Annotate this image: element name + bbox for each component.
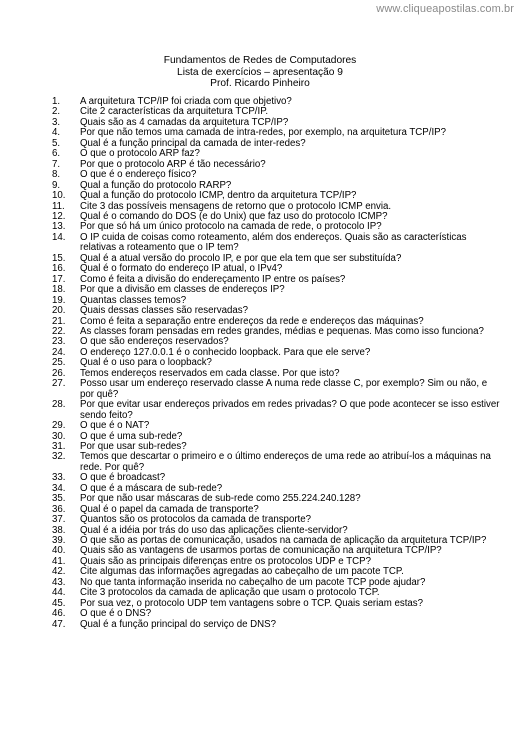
question-text: A arquitetura TCP/IP foi criada com que objetivo? [80,96,292,107]
question-number: 14. [52,231,66,243]
question-number: 44. [52,587,66,599]
question-text: O que é uma sub-rede? [80,430,183,442]
question-number: 46. [52,608,66,620]
question-number: 38. [52,524,66,536]
question-text: Quantos são os protocolos da camada de transporte? [80,514,312,526]
question-text: O que é o NAT? [80,420,150,432]
question-number: 6. [52,148,61,160]
question-number: 24. [52,346,66,358]
question-text: Por que não temos uma camada de intra-redes, por exemplo, na arquitetura TCP/IP? [80,127,446,139]
question-text: Quais dessas classes são reservadas? [80,305,248,317]
question-number: 12. [52,210,66,222]
question-number: 10. [52,190,66,202]
question-text: O que são endereços reservados? [80,336,229,348]
question-number: 32. [52,451,66,463]
question-item [52,190,502,202]
question-number: 21. [52,315,66,327]
question-number: 23. [52,336,66,348]
question-number: 36. [52,503,66,515]
question-item [52,514,502,526]
question-text: Quais são as 4 camadas da arquitetura TCP/IP? [80,116,289,128]
question-number: 41. [52,555,66,567]
question-number: 17. [52,273,66,285]
question-text: O que são as portas de comunicação, usados na camada de aplicação da arquitetura TCP/IP? [80,535,487,547]
question-text: Posso usar um endereço reservado classe A numa rede classe C, por exemplo? Sim ou não, e por quê? [80,378,488,400]
question-number: 3. [52,116,61,128]
question-text: Temos endereços reservados em cada classe. Por que isto? [80,367,340,379]
question-text: O que é a máscara de sub-rede? [80,482,223,494]
question-number: 28. [52,399,66,411]
question-number: 33. [52,472,66,484]
question-item [52,420,502,432]
question-number: 31. [52,440,66,452]
question-number: 4. [52,127,61,139]
question-number: 25. [52,357,66,369]
question-number: 5. [52,137,61,149]
question-text: Quais são as vantagens de usarmos portas de comunicação na arquitetura TCP/IP? [80,545,442,557]
question-number: 9. [52,179,61,191]
question-number: 19. [52,294,66,306]
question-text: Cite 3 das possíveis mensagens de retorno que o protocolo ICMP envia. [80,200,392,212]
question-number: 16. [52,263,66,275]
document-title: Fundamentos de Redes de Computadores [163,55,357,66]
question-text: Quais são as principais diferenças entre os protocolos UDP e TCP? [80,555,371,567]
question-item [52,378,502,400]
question-number: 11. [52,200,65,212]
question-text: Por que evitar usar endereços privados em redes privadas? O que pode acontecer se isso estiver sendo feito? [80,399,500,421]
question-item [52,399,502,421]
question-text: Por que só há um único protocolo na camada de rede, o protocolo IP? [80,221,382,233]
question-text: Por que não usar máscaras de sub-rede como 255.224.240.128? [80,493,361,505]
question-text: Qual a função do protocolo ICMP, dentro da arquitetura TCP/IP? [80,190,357,202]
question-text: Qual é a idéia por trás do uso das aplicações cliente-servidor? [80,524,348,536]
question-text: No que tanta informação inserida no cabeçalho de um pacote TCP pode ajudar? [80,576,426,588]
question-item [52,618,502,630]
question-text: Qual é a atual versão do procolo IP, e por que ela tem que ser substituída? [80,252,402,264]
question-text: O que o protocolo ARP faz? [80,148,200,160]
question-number: 42. [52,566,66,578]
question-item [52,231,502,254]
question-text: Qual é a função principal da camada de inter-redes? [80,137,306,149]
question-number: 45. [52,597,66,609]
question-item [52,451,502,473]
question-number: 1. [52,96,61,107]
document-header [0,55,520,90]
question-list [52,96,502,630]
question-number: 20. [52,305,66,317]
question-number: 47. [52,618,66,630]
question-text: Como é feita a separação entre endereços da rede e endereços das máquinas? [80,315,424,327]
question-number: 37. [52,514,66,526]
question-text: Temos que descartar o primeiro e o último endereços de uma rede ao atribuí-los a máquinas na rede. Por quê? [80,451,491,473]
question-text: Por que a divisão em classes de endereços IP? [80,284,285,296]
question-text: Por que usar sub-redes? [80,440,187,452]
question-text: Qual é o papel da camada de transporte? [80,503,259,515]
question-text: Qual é a função principal do serviço de DNS? [80,618,277,630]
question-text: O endereço 127.0.0.1 é o conhecido loopback. Para que ele serve? [80,346,371,358]
question-number: 15. [52,252,66,264]
question-number: 29. [52,420,66,432]
question-text: Cite 2 características da arquitetura TCP/IP. [80,106,269,118]
question-number: 22. [52,325,66,337]
question-number: 40. [52,545,66,557]
question-text: Cite 3 protocolos da camada de aplicação que usam o protocolo TCP. [80,587,380,599]
question-text: Qual é o comando do DOS (e do Unix) que faz uso do protocolo ICMP? [80,210,388,222]
question-number: 34. [52,482,66,494]
question-text: Por que o protocolo ARP é tão necessário? [80,158,266,170]
site-watermark: www.cliqueapostilas.com.br [376,3,514,15]
question-text: O que é o DNS? [80,608,152,620]
document-subtitle: Lista de exercícios – apresentação 9 [177,66,343,78]
question-text: Como é feita a divisão do endereçamento IP entre os países? [80,273,346,285]
question-number: 26. [52,367,66,379]
question-text: O IP cuida de coisas como roteamento, além dos endereços. Quais são as características relativas a roteamento que o IP tem? [80,231,467,254]
question-text: Quantas classes temos? [80,294,187,306]
question-number: 18. [52,284,66,296]
question-text: Qual é o uso para o loopback? [80,357,212,369]
question-text: Qual é o formato do endereço IP atual, o IPv4? [80,263,283,275]
question-text: Por sua vez, o protocolo UDP tem vantagens sobre o TCP. Quais seriam estas? [80,597,424,609]
question-number: 27. [52,378,66,390]
question-number: 13. [52,221,66,233]
question-text: O que é o endereço físico? [80,169,197,181]
question-number: 8. [52,169,61,181]
question-number: 35. [52,493,66,505]
question-text: Cite algumas das informações agregadas ao cabeçalho de um pacote TCP. [80,566,404,578]
question-text: Qual a função do protocolo RARP? [80,179,232,191]
document-author: Prof. Ricardo Pinheiro [210,78,310,89]
question-number: 2. [52,106,61,118]
question-text: As classes foram pensadas em redes grandes, médias e pequenas. Mas como isso funciona? [80,325,484,337]
question-number: 7. [52,158,61,170]
question-number: 30. [52,430,66,442]
question-number: 39. [52,535,66,547]
question-item [52,305,502,317]
question-number: 43. [52,576,66,588]
question-text: O que é broadcast? [80,472,166,484]
